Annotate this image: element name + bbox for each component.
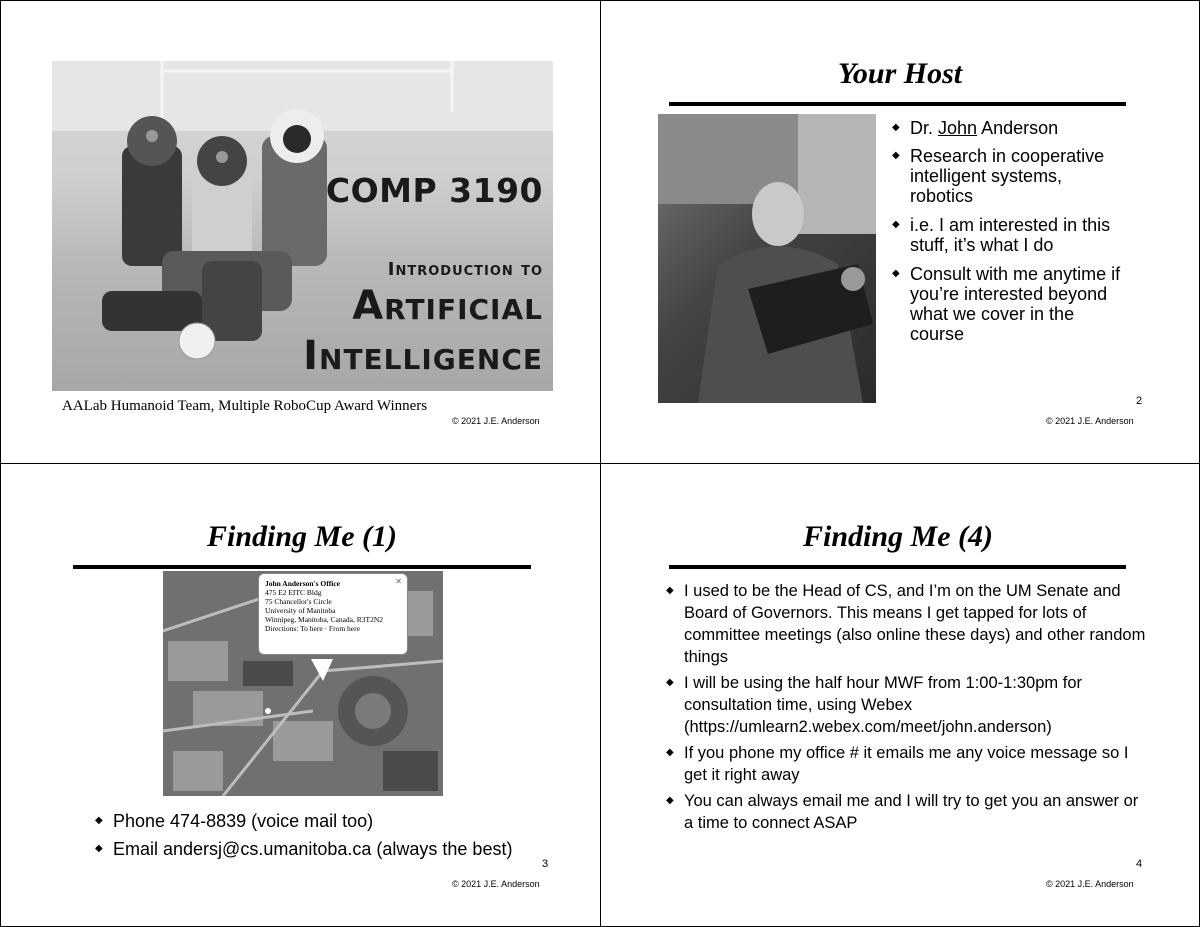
john-link[interactable]: John (938, 118, 978, 138)
popup-line: Winnipeg, Manitoba, Canada, R3T2N2 (265, 615, 384, 624)
title-rule (73, 565, 531, 569)
popup-title: John Anderson's Office (265, 579, 341, 588)
slide-1 (0, 0, 600, 463)
slide-title: Finding Me (1) (206, 520, 398, 553)
host-illustration (658, 114, 876, 403)
page-number: 4 (1136, 858, 1143, 870)
contact-bullets (95, 810, 535, 860)
bullet-item: ◆ You can always email me and I will try to get you an answer or a time to connect ASAP (666, 790, 1146, 834)
copyright: © 2021 J.E. Anderson (452, 879, 540, 889)
page-number: 2 (1136, 395, 1143, 407)
cover-subtitle: Introduction to (387, 259, 543, 280)
slide-3 (0, 464, 600, 927)
bullet-text-post: Anderson (977, 118, 1059, 138)
cover-title-line2: Intelligence (303, 333, 543, 379)
copyright: © 2021 J.E. Anderson (452, 416, 540, 426)
cover-photo (52, 61, 553, 391)
slide-title: Your Host (837, 57, 963, 90)
popup-line: 75 Chancellor's Circle (265, 597, 332, 606)
host-photo (658, 114, 876, 403)
bullet-item (892, 118, 1122, 138)
map-info-popup (258, 573, 408, 655)
course-code: COMP 3190 (325, 171, 543, 210)
popup-line: 475 E2 EITC Bldg (265, 588, 322, 597)
bullet-item: ◆ Email andersj@cs.umanitoba.ca (always the best) (95, 838, 535, 860)
bullet-item: ◆ Consult with me anytime if you’re interested beyond what we cover in the course (892, 264, 1122, 344)
slide-2 (600, 0, 1200, 463)
cover-title-line1: Artificial (352, 283, 543, 329)
slide-title: Finding Me (4) (802, 520, 994, 553)
popup-line: University of Manitoba (265, 606, 336, 615)
copyright: © 2021 J.E. Anderson (1046, 416, 1134, 426)
close-icon[interactable]: ✕ (395, 577, 402, 586)
bullet-item: ◆ I used to be the Head of CS, and I’m on the UM Senate and Board of Governors. This means I get tapped for lots of committee meetings (also online these days) and other random things (666, 580, 1146, 668)
host-bullets (892, 118, 1122, 344)
bullet-text-pre: Dr. (910, 118, 939, 138)
photo-caption: AALab Humanoid Team, Multiple RoboCup Award Winners (62, 398, 428, 414)
campus-map[interactable] (163, 571, 443, 796)
page-number: 3 (542, 858, 549, 870)
info-bullets (666, 580, 1146, 834)
popup-line: Directions: To here · From here (265, 624, 360, 633)
bullet-item: ◆ I will be using the half hour MWF from 1:00-1:30pm for consultation time, using Webex (https://umlearn2.webex.com/meet/john.anderson) (666, 672, 1146, 738)
bullet-item: ◆ Phone 474-8839 (voice mail too) (95, 810, 535, 832)
bullet-item: ◆ Research in cooperative intelligent systems, robotics (892, 146, 1122, 206)
bullet-item: ◆ i.e. I am interested in this stuff, it’s what I do (892, 215, 1122, 255)
bullet-item: ◆ If you phone my office # it emails me any voice message so I get it right away (666, 742, 1146, 786)
slide-4 (600, 464, 1200, 927)
title-rule (669, 565, 1126, 569)
title-rule (669, 102, 1126, 106)
copyright: © 2021 J.E. Anderson (1046, 879, 1134, 889)
